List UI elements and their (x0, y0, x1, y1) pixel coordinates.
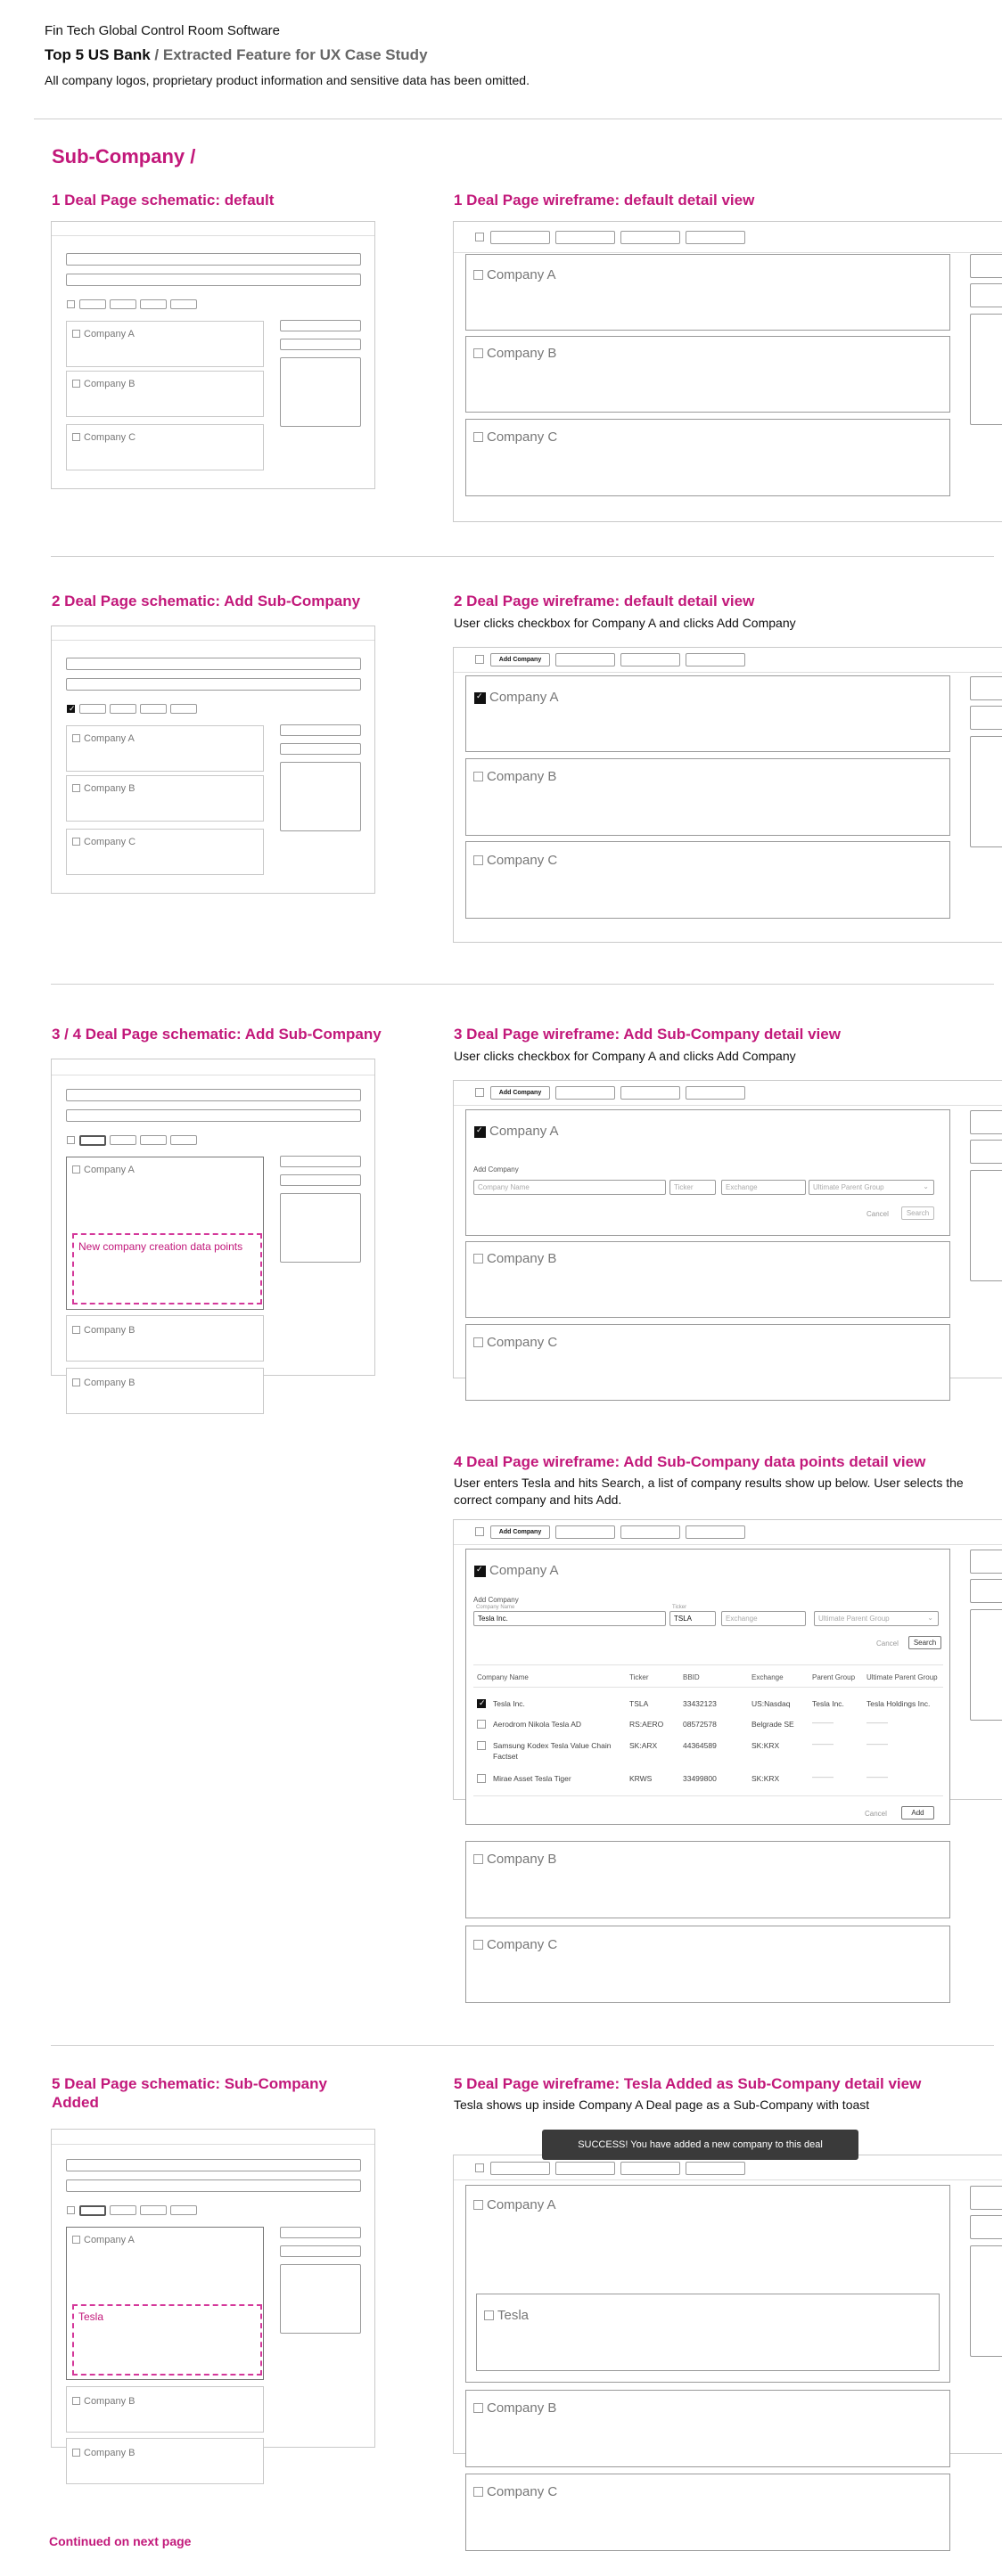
result-cell-exchange: SK:KRX (752, 1774, 780, 1783)
toolbar-tab[interactable] (620, 1525, 680, 1539)
toolbar-tab[interactable] (555, 1086, 615, 1100)
step4-wireframe-title: 4 Deal Page wireframe: Add Sub-Company data points detail view (454, 1453, 926, 1470)
company-card-label: Company C (473, 1937, 557, 1952)
wireframe-toolbar-divider (454, 672, 1002, 673)
ultimate-parent-field[interactable]: Ultimate Parent Group ⌄ (814, 1611, 939, 1626)
select-all-checkbox[interactable] (475, 1527, 484, 1536)
add-company-button[interactable]: Add Company (490, 1086, 550, 1100)
side-panel (970, 1609, 1002, 1721)
schematic-side-bar (280, 1156, 361, 1167)
company-card-a[interactable] (465, 254, 950, 331)
checkbox-icon (72, 380, 80, 388)
schematic-bar (66, 678, 361, 691)
schematic-tab (110, 2205, 136, 2215)
toolbar-tab[interactable] (620, 653, 680, 666)
schematic-checkbox (67, 1136, 75, 1144)
schematic-checkbox (67, 2206, 75, 2214)
schematic-tab (140, 704, 167, 714)
schematic-tab (110, 1135, 136, 1145)
results-top-divider (473, 1664, 943, 1665)
step2-description: User clicks checkbox for Company A and clicks Add Company (454, 616, 796, 630)
schematic-card-b (66, 371, 264, 417)
schematic-side-bar (280, 339, 361, 350)
company-card-label: Company B (473, 1251, 556, 1266)
checkbox-icon[interactable] (473, 772, 483, 781)
schematic-card-label: Company A (72, 2235, 135, 2245)
schematic-card-label: Company B (72, 2448, 135, 2458)
result-cell-exchange: SK:KRX (752, 1741, 780, 1750)
result-cell-name: Samsung Kodex Tesla Value Chain Factset (493, 1741, 612, 1761)
section-title: Sub-Company / (52, 145, 196, 168)
result-cell-ultimate: Tesla Holdings Inc. (866, 1699, 931, 1708)
select-all-checkbox[interactable] (475, 1088, 484, 1097)
result-cell-bbid: 33432123 (683, 1699, 717, 1708)
chevron-down-icon: ⌄ (923, 1182, 929, 1190)
result-cell-bbid: 33499800 (683, 1774, 717, 1783)
checkbox-icon[interactable] (484, 2310, 494, 2320)
success-toast: SUCCESS! You have added a new company to this deal (542, 2130, 858, 2160)
checkbox-icon (72, 2397, 80, 2405)
schematic-tab-active (79, 1135, 106, 1146)
company-name-label: Company Name (476, 1605, 515, 1610)
select-all-checkbox[interactable] (475, 2163, 484, 2172)
schematic-card-c (66, 829, 264, 875)
wireframe-toolbar-divider (454, 252, 1002, 253)
step5-description: Tesla shows up inside Company A Deal page as a Sub-Company with toast (454, 2098, 870, 2112)
exchange-field[interactable]: Exchange (721, 1180, 806, 1195)
results-bottom-divider (473, 1795, 943, 1796)
schematic-tab (79, 299, 106, 309)
add-company-button[interactable]: Add Company (490, 653, 550, 666)
company-card-label: Company C (473, 2484, 557, 2499)
company-card-label: Company B (473, 2400, 556, 2416)
schematic-side-bar (280, 320, 361, 331)
schematic-tab (140, 299, 167, 309)
company-card-label: Company A (473, 2197, 556, 2212)
schematic-checkbox (67, 300, 75, 308)
checkbox-icon (72, 838, 80, 846)
schematic-card-label: Company A (72, 733, 135, 744)
side-field[interactable] (970, 283, 1002, 307)
company-a-checkbox-checked[interactable] (474, 1126, 486, 1138)
select-all-checkbox[interactable] (475, 655, 484, 664)
schematic-tab (170, 1135, 197, 1145)
schematic-side-bar (280, 724, 361, 736)
checkbox-icon (72, 433, 80, 441)
schematic-bar (66, 2159, 361, 2171)
company-card-label: Company C (473, 1335, 557, 1350)
schematic-side-bar (280, 743, 361, 755)
company-name-field[interactable]: Tesla Inc. (473, 1611, 666, 1626)
step5-schematic-title: 5 Deal Page schematic: Sub-Company Added (52, 2075, 327, 2111)
schematic-tab (170, 704, 197, 714)
ticker-field[interactable]: TSLA (669, 1611, 716, 1626)
schematic-tab (170, 2205, 197, 2215)
company-card-label: Company B (473, 769, 556, 784)
ticker-field[interactable]: Ticker (669, 1180, 716, 1195)
company-card-label: Company A (473, 267, 556, 282)
add-company-form-label: Add Company (473, 1165, 519, 1174)
schematic-side-panel (280, 2264, 361, 2334)
results-column-header[interactable]: BBID (683, 1673, 700, 1681)
search-button[interactable]: Search (908, 1636, 941, 1649)
toolbar-tab[interactable] (686, 653, 745, 666)
result-cell-ticker: KRWS (629, 1774, 653, 1783)
ticker-label: Ticker (672, 1605, 687, 1610)
checkbox-icon (72, 1378, 80, 1386)
schematic-card-label: Company C (72, 432, 136, 443)
schematic-side-panel (280, 762, 361, 831)
schematic-topbar (52, 640, 374, 641)
schematic-tab (79, 704, 106, 714)
result-cell-parent: Tesla Inc. (812, 1699, 844, 1708)
result-cell-name: Tesla Inc. (493, 1699, 525, 1708)
result-row-checkbox-checked[interactable] (477, 1699, 486, 1708)
wireframe-toolbar-divider (454, 1105, 1002, 1106)
cancel-link[interactable]: Cancel (865, 1810, 887, 1818)
company-card-label: Company B (473, 346, 556, 361)
checkbox-icon[interactable] (473, 2200, 483, 2210)
result-cell-exchange: US:Nasdaq (752, 1699, 791, 1708)
ultimate-parent-field[interactable]: Ultimate Parent Group ⌄ (809, 1180, 934, 1195)
schematic-card-label: Company A (72, 329, 135, 339)
results-column-header[interactable]: Company Name (477, 1673, 529, 1681)
sub-company-label: Tesla (78, 2310, 104, 2323)
checkbox-icon (72, 734, 80, 742)
schematic-tab (110, 704, 136, 714)
results-column-header[interactable]: Exchange (752, 1673, 784, 1681)
schematic-card-a (66, 321, 264, 367)
result-cell-ticker: SK:ARX (629, 1741, 658, 1750)
result-cell-exchange: Belgrade SE (752, 1720, 794, 1729)
result-cell-name: Aerodrom Nikola Tesla AD (493, 1720, 582, 1729)
company-card-label: Company A (489, 1124, 559, 1139)
result-cell-ultimate: ——— (866, 1740, 888, 1748)
schematic-card-b (66, 1315, 264, 1362)
schematic-side-panel (280, 1193, 361, 1263)
add-company-form-label: Add Company (473, 1596, 519, 1604)
checkbox-icon[interactable] (473, 1854, 483, 1864)
checkbox-icon[interactable] (473, 348, 483, 358)
sub-company-card-tesla[interactable] (476, 2294, 940, 2371)
schematic-card-c (66, 2438, 264, 2484)
schematic-bar (66, 2179, 361, 2192)
side-field[interactable] (970, 1110, 1002, 1134)
result-cell-ultimate: ——— (866, 1719, 888, 1727)
schematic-tab (170, 299, 197, 309)
cancel-link[interactable]: Cancel (876, 1640, 899, 1648)
schematic-card-label: Company B (72, 783, 135, 794)
checkbox-icon (72, 2236, 80, 2244)
checkbox-icon (72, 330, 80, 338)
exchange-field[interactable]: Exchange (721, 1611, 806, 1626)
toolbar-tab[interactable] (555, 1525, 615, 1539)
product-name: Fin Tech Global Control Room Software (45, 23, 281, 38)
checkbox-icon[interactable] (473, 432, 483, 442)
step4-description: User enters Tesla and hits Search, a list of company results show up below. User selects the correct company and hits Add. (454, 1476, 964, 1507)
result-cell-parent: ——— (812, 1773, 834, 1781)
side-field[interactable] (970, 1579, 1002, 1603)
side-field[interactable] (970, 676, 1002, 700)
schematic-checkbox-checked (67, 705, 75, 713)
company-a-checkbox-checked[interactable] (474, 1566, 486, 1577)
step5-wireframe-title: 5 Deal Page wireframe: Tesla Added as Sub-Company detail view (454, 2075, 922, 2092)
add-company-button[interactable]: Add Company (490, 1525, 550, 1539)
side-panel (970, 2245, 1002, 2357)
wireframe-toolbar-divider (454, 1544, 1002, 1545)
result-cell-parent: ——— (812, 1719, 834, 1727)
toolbar-tab[interactable] (686, 2162, 745, 2175)
toolbar-tab[interactable] (686, 231, 745, 244)
result-cell-name: Mirae Asset Tesla Tiger (493, 1774, 571, 1783)
results-column-header[interactable]: Ticker (629, 1673, 649, 1681)
toolbar-tab[interactable] (620, 1086, 680, 1100)
checkbox-icon[interactable] (473, 1337, 483, 1347)
company-card-a[interactable] (465, 675, 950, 752)
result-cell-ticker: RS:AERO (629, 1720, 664, 1729)
schematic-topbar (52, 235, 374, 236)
checkbox-icon (72, 784, 80, 792)
divider (51, 2045, 994, 2046)
schematic-tab (140, 1135, 167, 1145)
results-column-header[interactable]: Parent Group (812, 1673, 856, 1681)
step2-schematic-title: 2 Deal Page schematic: Add Sub-Company (52, 593, 361, 609)
divider (51, 984, 994, 985)
checkbox-icon[interactable] (473, 855, 483, 865)
schematic-card-label: Company B (72, 1378, 135, 1388)
result-cell-ticker: TSLA (629, 1699, 649, 1708)
checkbox-icon[interactable] (473, 2487, 483, 2497)
continued-note: Continued on next page (49, 2534, 192, 2548)
schematic-bar (66, 274, 361, 286)
chevron-down-icon: ⌄ (927, 1614, 933, 1622)
schematic-tab (140, 2205, 167, 2215)
schematic-card-label: Company C (72, 837, 136, 847)
cancel-link[interactable]: Cancel (866, 1210, 889, 1218)
company-card-label: Company C (473, 429, 557, 445)
schematic-card-c (66, 1368, 264, 1414)
side-field[interactable] (970, 2186, 1002, 2210)
company-card-label: Company A (489, 690, 559, 705)
step3-description: User clicks checkbox for Company A and clicks Add Company (454, 1049, 796, 1063)
case-study-title (45, 46, 428, 64)
checkbox-icon (72, 1165, 80, 1174)
schematic-side-bar (280, 1174, 361, 1186)
schematic-side-bar (280, 2227, 361, 2238)
side-panel (970, 736, 1002, 847)
toolbar-tab[interactable] (555, 231, 615, 244)
schematic-side-bar (280, 2245, 361, 2257)
result-row-checkbox[interactable] (477, 1720, 486, 1729)
schematic-bar (66, 1089, 361, 1101)
disclaimer: All company logos, proprietary product information and sensitive data has been omitted. (45, 73, 530, 87)
divider (51, 556, 994, 557)
schematic-card-b (66, 2386, 264, 2433)
company-card-label: Company C (473, 853, 557, 868)
company-name-field[interactable]: Company Name (473, 1180, 666, 1195)
schematic-topbar (52, 2144, 374, 2145)
add-button[interactable]: Add (901, 1806, 934, 1820)
side-panel (970, 314, 1002, 425)
toolbar-tab[interactable] (490, 231, 550, 244)
new-company-placeholder-label: New company creation data points (78, 1240, 243, 1253)
side-field[interactable] (970, 706, 1002, 730)
result-row-checkbox[interactable] (477, 1774, 486, 1783)
checkbox-icon[interactable] (473, 2403, 483, 2413)
schematic-card-label: Company B (72, 1325, 135, 1336)
toolbar-tab[interactable] (686, 1525, 745, 1539)
step3-wireframe-title: 3 Deal Page wireframe: Add Sub-Company detail view (454, 1026, 841, 1043)
result-cell-parent: ——— (812, 1740, 834, 1748)
result-row-checkbox[interactable] (477, 1741, 486, 1750)
company-card-label: Company A (489, 1563, 559, 1578)
side-field[interactable] (970, 1140, 1002, 1164)
sub-company-card-label: Tesla (484, 2308, 529, 2323)
result-cell-bbid: 44364589 (683, 1741, 717, 1750)
toolbar-tab[interactable] (620, 231, 680, 244)
toolbar-tab[interactable] (686, 1086, 745, 1100)
results-header-divider (473, 1687, 943, 1688)
search-button[interactable]: Search (901, 1206, 934, 1220)
step1-schematic-title: 1 Deal Page schematic: default (52, 192, 275, 209)
company-card-label: Company B (473, 1852, 556, 1867)
select-all-checkbox[interactable] (475, 233, 484, 241)
checkbox-icon[interactable] (473, 1940, 483, 1950)
schematic-tab (110, 299, 136, 309)
client-name: Top 5 US Bank (45, 46, 151, 63)
schematic-card-c (66, 424, 264, 470)
step1-wireframe-title: 1 Deal Page wireframe: default detail view (454, 192, 755, 209)
toolbar-tab[interactable] (555, 653, 615, 666)
checkbox-icon (72, 2449, 80, 2457)
step2-wireframe-title: 2 Deal Page wireframe: default detail view (454, 593, 755, 609)
schematic-bar (66, 1109, 361, 1122)
side-panel (970, 1170, 1002, 1281)
schematic-card-label: Company A (72, 1165, 135, 1175)
result-cell-bbid: 08572578 (683, 1720, 717, 1729)
case-study-subtitle: / Extracted Feature for UX Case Study (150, 46, 428, 63)
toolbar-tab[interactable] (490, 2162, 550, 2175)
schematic-card-b (66, 775, 264, 822)
company-a-checkbox-checked[interactable] (474, 692, 486, 704)
side-field[interactable] (970, 2215, 1002, 2239)
schematic-card-label: Company B (72, 2396, 135, 2407)
side-field[interactable] (970, 254, 1002, 278)
schematic-bar (66, 253, 361, 266)
results-column-header[interactable]: Ultimate Parent Group (866, 1673, 938, 1681)
toolbar-tab[interactable] (555, 2162, 615, 2175)
schematic-card-label: Company B (72, 379, 135, 389)
side-field[interactable] (970, 1550, 1002, 1574)
checkbox-icon[interactable] (473, 270, 483, 280)
schematic-side-panel (280, 357, 361, 427)
result-cell-ultimate: ——— (866, 1773, 888, 1781)
checkbox-icon[interactable] (473, 1254, 483, 1263)
toolbar-tab[interactable] (620, 2162, 680, 2175)
schematic-bar (66, 658, 361, 670)
schematic-tab-active (79, 2205, 106, 2216)
schematic-card-a (66, 725, 264, 772)
wireframe-toolbar-divider (454, 2179, 1002, 2180)
checkbox-icon (72, 1326, 80, 1334)
step3-schematic-title: 3 / 4 Deal Page schematic: Add Sub-Company (52, 1026, 382, 1043)
